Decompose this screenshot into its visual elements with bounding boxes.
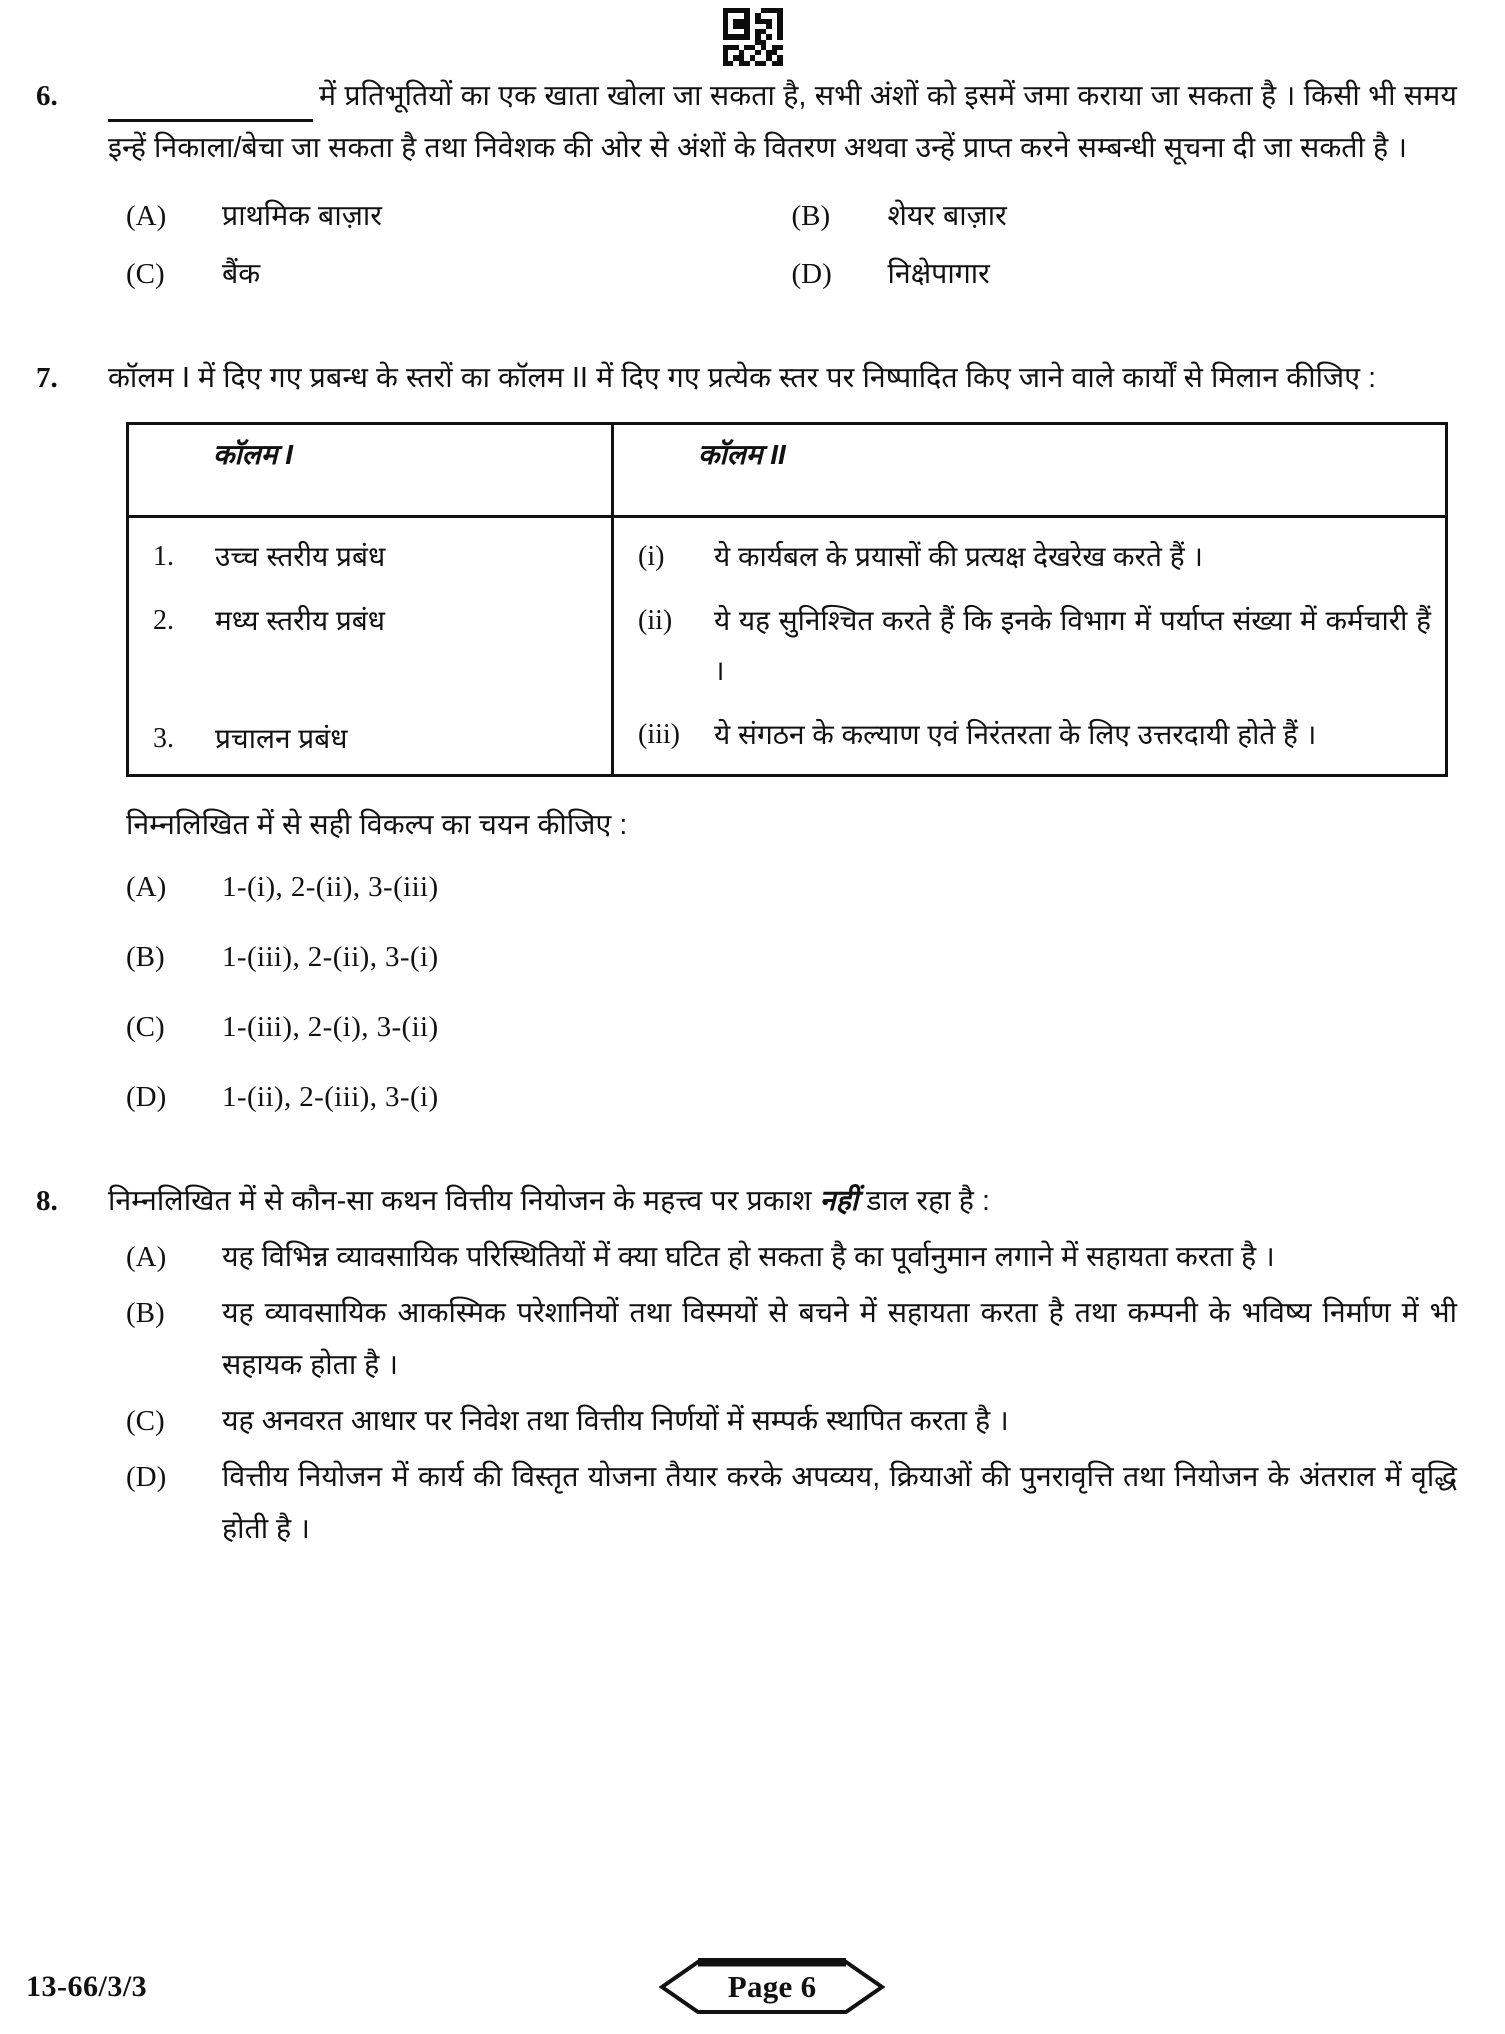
right-item-i-number: (i) bbox=[638, 541, 665, 572]
option-a-label: (A) bbox=[126, 871, 167, 903]
column-1-header-cell bbox=[128, 424, 613, 517]
left-item-1-text: उच्च स्तरीय प्रबंध bbox=[215, 541, 386, 572]
qr-code-container bbox=[0, 8, 1505, 66]
right-item-iii-number: (iii) bbox=[638, 719, 680, 750]
question-6-option-d[interactable] bbox=[792, 248, 1458, 300]
question-8-body bbox=[108, 1175, 1457, 1559]
column-1-header: कॉलम I bbox=[213, 439, 294, 470]
option-b-text: 1-(iii), 2-(ii), 3-(i) bbox=[222, 941, 439, 973]
table-row bbox=[129, 518, 611, 592]
table-row bbox=[614, 706, 1445, 770]
question-6-body bbox=[108, 70, 1457, 300]
option-b-text: शेयर बाज़ार bbox=[887, 200, 1007, 232]
page-content bbox=[0, 70, 1505, 1563]
question-8 bbox=[20, 1175, 1457, 1559]
right-item-ii-number: (ii) bbox=[638, 605, 673, 636]
option-c-text: यह अनवरत आधार पर निवेश तथा वित्तीय निर्णयों में सम्पर्क स्थापित करता है । bbox=[222, 1405, 1009, 1437]
question-8-stem bbox=[108, 1175, 1457, 1227]
left-item-2-number: 2. bbox=[153, 605, 174, 636]
question-8-number: 8. bbox=[36, 1185, 58, 1217]
question-7-body bbox=[108, 352, 1457, 1141]
question-8-stem-part2: डाल रहा है : bbox=[858, 1185, 991, 1217]
question-6-option-c[interactable] bbox=[126, 248, 792, 300]
question-7-option-a[interactable] bbox=[126, 861, 1457, 913]
page-footer bbox=[0, 1958, 1505, 2016]
option-c-label: (C) bbox=[126, 1405, 165, 1437]
table-row bbox=[129, 592, 611, 656]
right-item-ii-text: ये यह सुनिश्चित करते हैं कि इनके विभाग में पर्याप्त संख्या में कर्मचारी हैं । bbox=[714, 605, 1431, 686]
question-7-option-d[interactable] bbox=[126, 1071, 1457, 1123]
question-6-stem bbox=[108, 70, 1457, 174]
question-8-option-d[interactable] bbox=[126, 1451, 1457, 1555]
question-6-number: 6. bbox=[36, 80, 58, 112]
option-a-text: यह विभिन्न व्यावसायिक परिस्थितियों में क्या घटित हो सकता है का पूर्वानुमान लगाने में सहायता करता है । bbox=[222, 1241, 1275, 1273]
table-row bbox=[614, 592, 1445, 706]
right-item-iii-text: ये संगठन के कल्याण एवं निरंतरता के लिए उत्तरदायी होते हैं । bbox=[714, 719, 1317, 750]
qr-code-icon bbox=[723, 8, 783, 66]
question-7-number: 7. bbox=[36, 362, 58, 394]
table-row bbox=[614, 518, 1445, 592]
question-8-option-b[interactable] bbox=[126, 1287, 1457, 1391]
left-item-2-text: मध्य स्तरीय प्रबंध bbox=[215, 605, 386, 636]
option-b-label: (B) bbox=[126, 1297, 165, 1329]
option-a-label: (A) bbox=[126, 1241, 167, 1273]
page-number-container bbox=[87, 1958, 1457, 2016]
paper-code: 13-66/3/3 bbox=[26, 1970, 148, 2003]
option-d-text: वित्तीय नियोजन में कार्य की विस्तृत योजना तैयार करके अपव्यय, क्रियाओं की पुनरावृत्ति तथा नियोजन के अंतराल में वृद्धि होती है । bbox=[222, 1461, 1457, 1545]
column-2-cell bbox=[613, 517, 1447, 776]
option-c-label: (C) bbox=[126, 258, 165, 290]
option-a-text: 1-(i), 2-(ii), 3-(iii) bbox=[222, 871, 439, 903]
left-item-3-text: प्रचालन प्रबंध bbox=[215, 723, 348, 754]
question-7-option-c[interactable] bbox=[126, 1001, 1457, 1053]
page-number-label: Page 6 bbox=[727, 1969, 817, 2004]
left-item-3-number: 3. bbox=[153, 723, 174, 754]
option-d-text: निक्षेपागार bbox=[887, 258, 990, 290]
fill-in-blank bbox=[108, 97, 313, 122]
question-7-instruction: निम्नलिखित में से सही विकल्प का चयन कीजिए : bbox=[126, 809, 628, 841]
option-b-label: (B) bbox=[791, 200, 831, 232]
question-7-options bbox=[108, 861, 1457, 1123]
option-c-text: बैंक bbox=[222, 258, 261, 290]
match-columns-table bbox=[126, 422, 1448, 777]
question-7-option-b[interactable] bbox=[126, 931, 1457, 983]
option-b-label: (B) bbox=[126, 941, 165, 973]
option-d-label: (D) bbox=[126, 1461, 167, 1493]
table-body-row bbox=[128, 517, 1447, 776]
question-6-stem-text: में प्रतिभूतियों का एक खाता खोला जा सकता है, सभी अंशों को इसमें जमा कराया जा सकता है । किसी भी समय इन्हें निकाला/बेचा जा सकता है तथा निवेशक की ओर से अंशों के वितरण अथवा उन्हें प्राप्त करने सम्बन्धी सूचना दी जा सकती है । bbox=[108, 80, 1457, 164]
table-row bbox=[129, 656, 611, 774]
option-a-label: (A) bbox=[126, 200, 167, 232]
column-2-header: कॉलम II bbox=[698, 439, 786, 470]
question-8-option-c[interactable] bbox=[126, 1395, 1457, 1447]
question-7 bbox=[20, 352, 1457, 1141]
option-d-label: (D) bbox=[791, 258, 832, 290]
question-8-stem-emphasis: नहीं bbox=[819, 1185, 859, 1217]
page-number-badge bbox=[656, 1958, 888, 2016]
question-6-option-b[interactable] bbox=[792, 190, 1458, 242]
option-d-text: 1-(ii), 2-(iii), 3-(i) bbox=[222, 1081, 439, 1113]
question-7-stem: कॉलम I में दिए गए प्रबन्ध के स्तरों का कॉलम II में दिए गए प्रत्येक स्तर पर निष्पादित किए जाने वाले कार्यों से मिलान कीजिए : bbox=[108, 362, 1377, 394]
column-1-cell bbox=[128, 517, 613, 776]
option-b-text: यह व्यावसायिक आकस्मिक परेशानियों तथा विस्मयों से बचने में सहायता करता है तथा कम्पनी के भविष्य निर्माण में भी सहायक होता है । bbox=[222, 1297, 1457, 1381]
option-a-text: प्राथमिक बाज़ार bbox=[222, 200, 382, 232]
question-6-options bbox=[108, 190, 1457, 300]
question-8-stem-part1: निम्नलिखित में से कौन-सा कथन वित्तीय नियोजन के महत्त्व पर प्रकाश bbox=[108, 1185, 820, 1217]
option-c-text: 1-(iii), 2-(i), 3-(ii) bbox=[222, 1011, 439, 1043]
question-8-options bbox=[108, 1231, 1457, 1555]
left-item-1-number: 1. bbox=[153, 541, 174, 572]
question-8-option-a[interactable] bbox=[126, 1231, 1457, 1283]
question-6-option-a[interactable] bbox=[126, 190, 792, 242]
option-c-label: (C) bbox=[126, 1011, 165, 1043]
option-d-label: (D) bbox=[126, 1081, 167, 1113]
column-2-header-cell bbox=[613, 424, 1447, 517]
right-item-i-text: ये कार्यबल के प्रयासों की प्रत्यक्ष देखरेख करते हैं । bbox=[714, 541, 1203, 572]
question-6 bbox=[20, 70, 1457, 300]
table-header-row bbox=[128, 424, 1447, 517]
